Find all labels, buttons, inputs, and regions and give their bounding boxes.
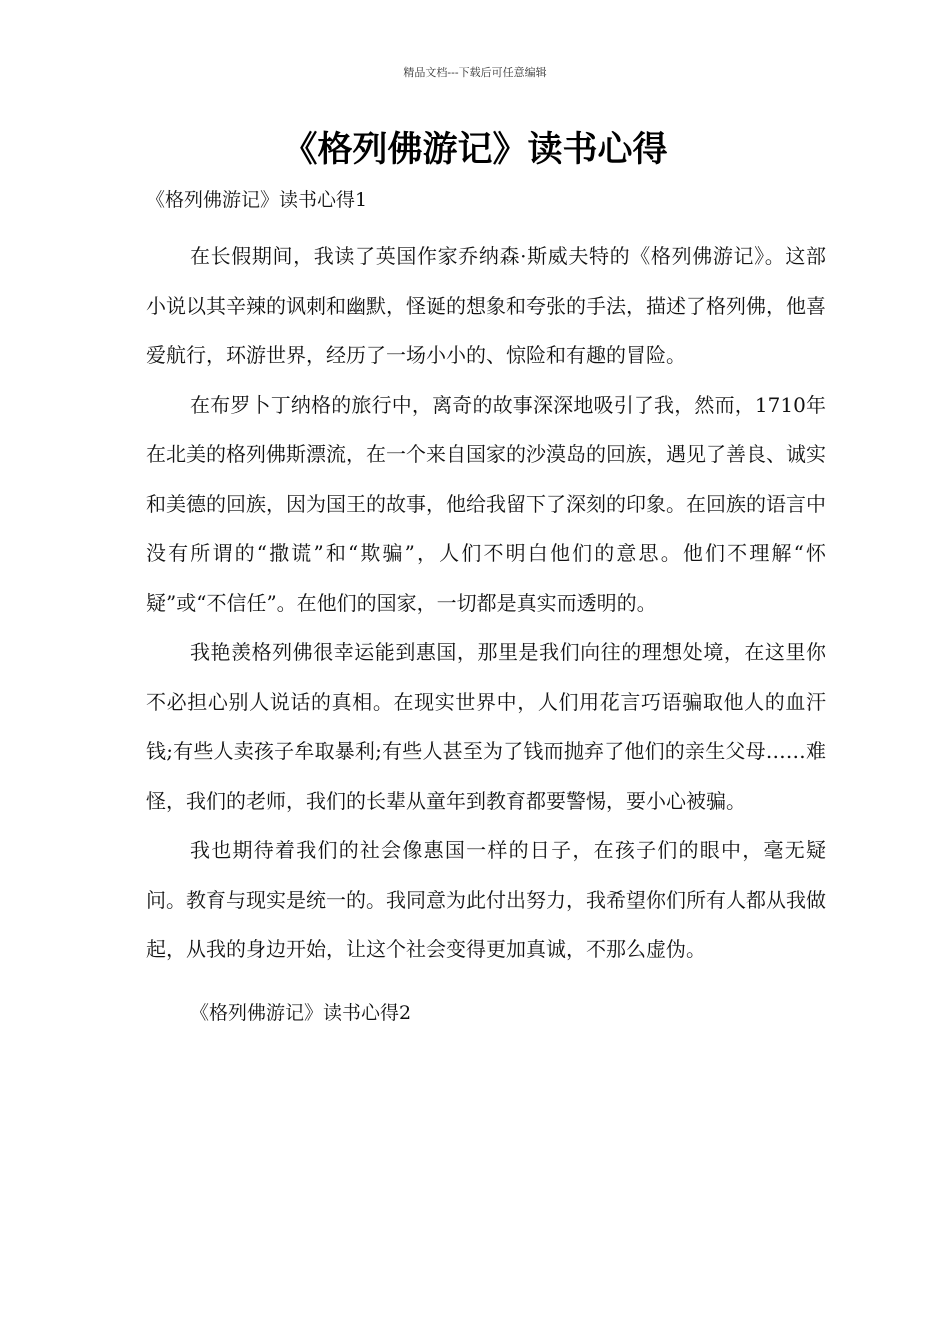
section-heading-1: 《格列佛游记》读书心得1: [146, 189, 368, 211]
paragraph-3: 我艳羡格列佛很幸运能到惠国，那里是我们向往的理想处境，在这里你不必担心别人说话的真相。在现实世界中，人们用花言巧语骗取他人的血汗钱;有些人卖孩子牟取暴利;有些人甚至为了钱而抛弃了他们的亲生父母……难怪，我们的老师，我们的长辈从童年到教育都要警惕，要小心被骗。: [146, 640, 826, 813]
section-heading-2: 《格列佛游记》读书心得2: [190, 1001, 412, 1024]
paragraph-2: 在布罗卜丁纳格的旅行中，离奇的故事深深地吸引了我，然而，1710年在北美的格列佛斯漂流，在一个来自国家的沙漠岛的回族，遇见了善良、诚实和美德的回族，因为国王的故事，他给我留下了深刻的印象。在回族的语言中没有所谓的“撒谎”和“欺骗”，人们不明白他们的意思。他们不理解“怀疑”或“不信任”。在他们的国家，一切都是真实而透明的。: [146, 392, 826, 615]
document-title: 《格列佛游记》读书心得: [282, 130, 668, 170]
paragraph-1: 在长假期间，我读了英国作家乔纳森·斯威夫特的《格列佛游记》。这部小说以其辛辣的讽刺和幽默，怪诞的想象和夸张的手法，描述了格列佛，他喜爱航行，环游世界，经历了一场小小的、惊险和有趣的冒险。: [146, 244, 826, 367]
paragraph-4: 我也期待着我们的社会像惠国一样的日子，在孩子们的眼中，毫无疑问。教育与现实是统一的。我同意为此付出努力，我希望你们所有人都从我做起，从我的身边开始，让这个社会变得更加真诚，不那么虚伪。: [146, 838, 826, 961]
document-body: [146, 182, 826, 1031]
page-header-note: 精品文档---下载后可任意编辑: [403, 66, 547, 79]
